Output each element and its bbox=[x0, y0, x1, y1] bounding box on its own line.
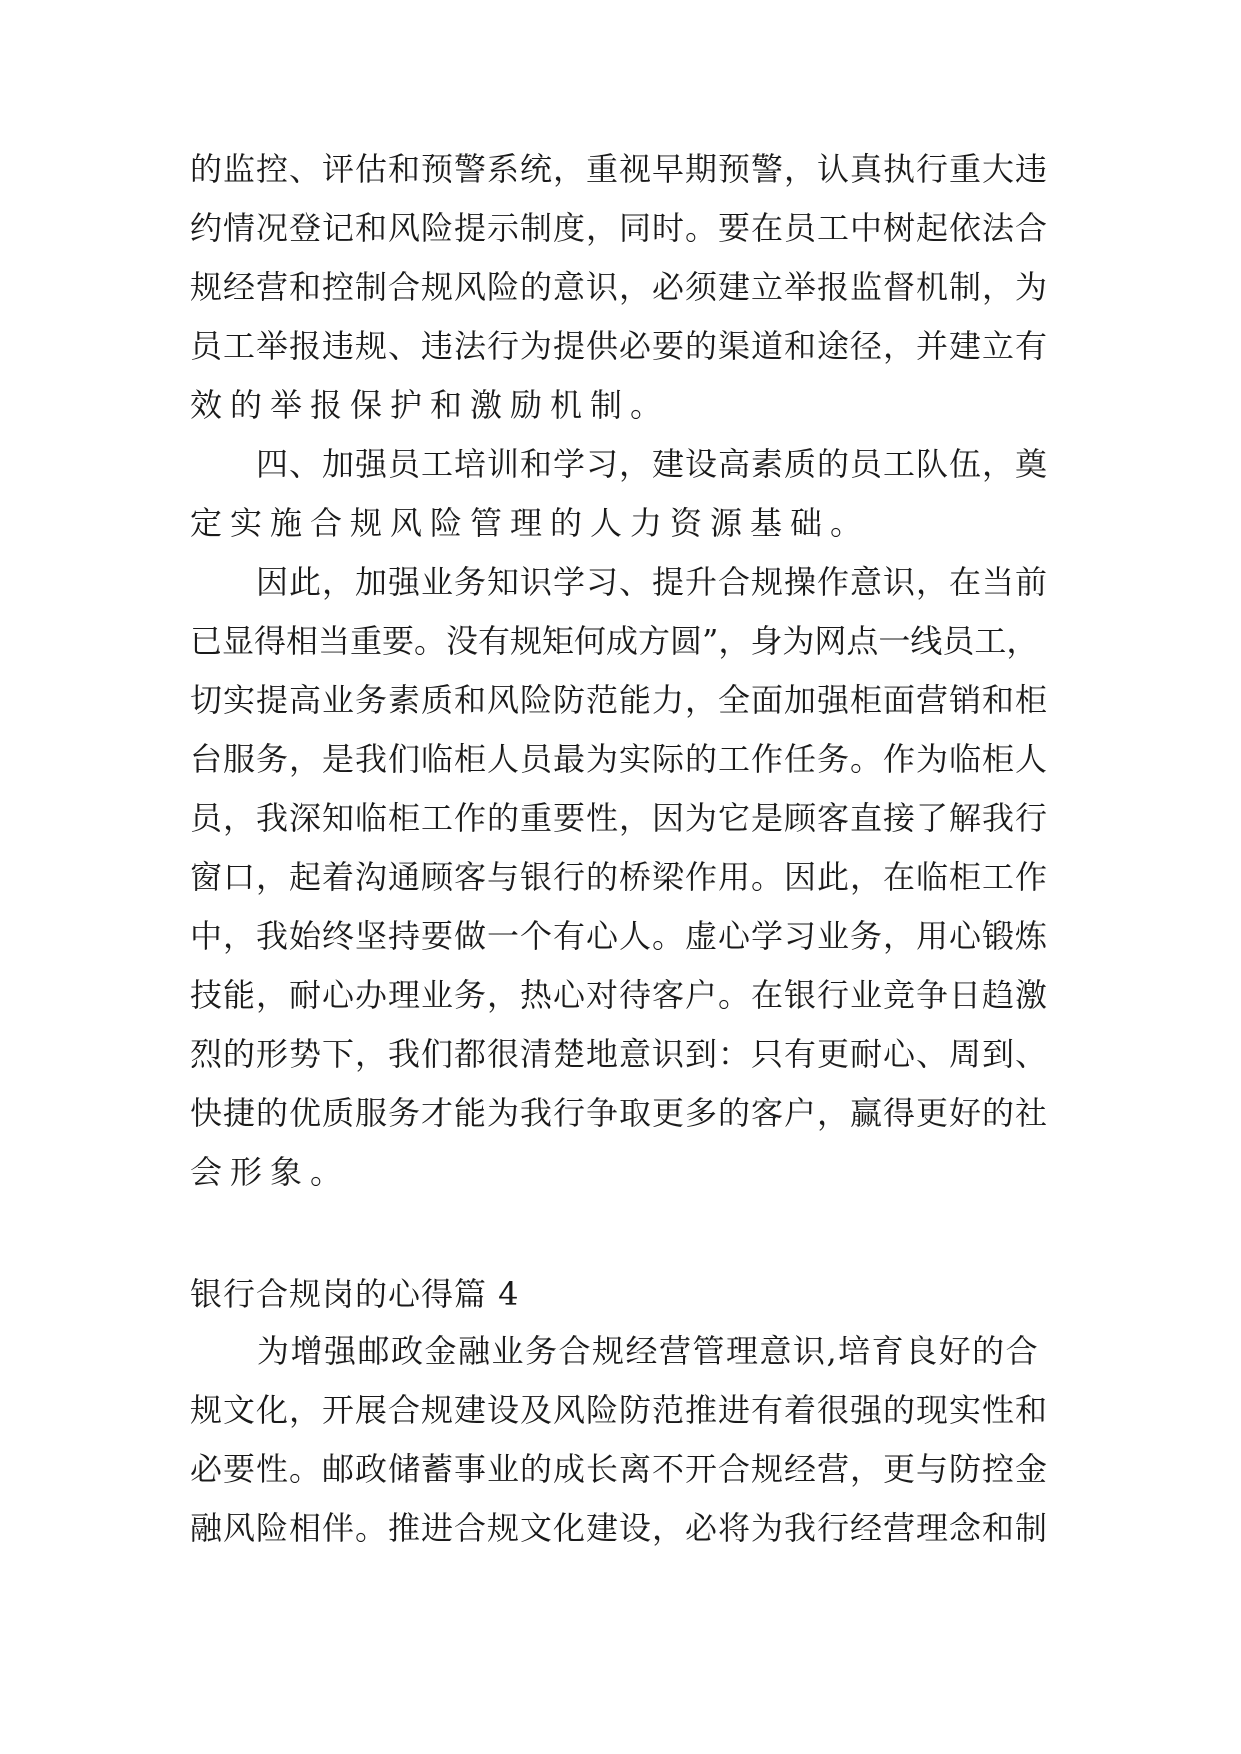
text-line: 因此，加强业务知识学习、提升合规操作意识，在当前 bbox=[190, 563, 1049, 601]
text-line: 规文化，开展合规建设及风险防范推进有着很强的现实性和 bbox=[190, 1391, 1049, 1429]
text-line: 为增强邮政金融业务合规经营管理意识,培育良好的合 bbox=[190, 1332, 1040, 1370]
paragraph-monitoring bbox=[190, 140, 1050, 435]
text-line: 台服务，是我们临柜人员最为实际的工作任务。作为临柜人 bbox=[190, 740, 1049, 778]
text-line: 员，我深知临柜工作的重要性，因为它是顾客直接了解我行 bbox=[190, 799, 1049, 837]
text-line: 烈的形势下，我们都很清楚地意识到：只有更耐心、周到、 bbox=[190, 1035, 1049, 1073]
paragraph-training bbox=[190, 435, 1050, 553]
text-line: 中，我始终坚持要做一个有心人。虚心学习业务，用心锻炼 bbox=[190, 917, 1049, 955]
text-line: 效的举报保护和激励机制。 bbox=[190, 386, 671, 424]
text-line: 定实施合规风险管理的人力资源基础。 bbox=[190, 504, 871, 542]
text-line: 约情况登记和风险提示制度，同时。要在员工中树起依法合 bbox=[190, 209, 1049, 247]
text-line: 规经营和控制合规风险的意识，必须建立举报监督机制，为 bbox=[190, 268, 1049, 306]
text-line: 技能，耐心办理业务，热心对待客户。在银行业竞争日趋激 bbox=[190, 976, 1049, 1014]
text-line: 的监控、评估和预警系统，重视早期预警，认真执行重大违 bbox=[190, 150, 1049, 188]
paragraph-postal-finance bbox=[190, 1322, 1050, 1558]
section-heading: 银行合规岗的心得篇 4 bbox=[190, 1275, 520, 1313]
text-line: 快捷的优质服务才能为我行争取更多的客户，赢得更好的社 bbox=[190, 1094, 1049, 1132]
text-line: 融风险相伴。推进合规文化建设，必将为我行经营理念和制 bbox=[190, 1509, 1049, 1547]
text-line: 四、加强员工培训和学习，建设高素质的员工队伍，奠 bbox=[190, 445, 1049, 483]
text-line: 必要性。邮政储蓄事业的成长离不开合规经营，更与防控金 bbox=[190, 1450, 1049, 1488]
text-line: 切实提高业务素质和风险防范能力，全面加强柜面营销和柜 bbox=[190, 681, 1049, 719]
text-line: 窗口，起着沟通顾客与银行的桥梁作用。因此，在临柜工作 bbox=[190, 858, 1049, 896]
text-line: 已显得相当重要。没有规矩何成方圆”，身为网点一线员工， bbox=[190, 622, 1039, 660]
text-line: 员工举报违规、违法行为提供必要的渠道和途径，并建立有 bbox=[190, 327, 1049, 365]
paragraph-business-knowledge bbox=[190, 553, 1050, 1202]
text-line: 会形象。 bbox=[190, 1153, 351, 1191]
